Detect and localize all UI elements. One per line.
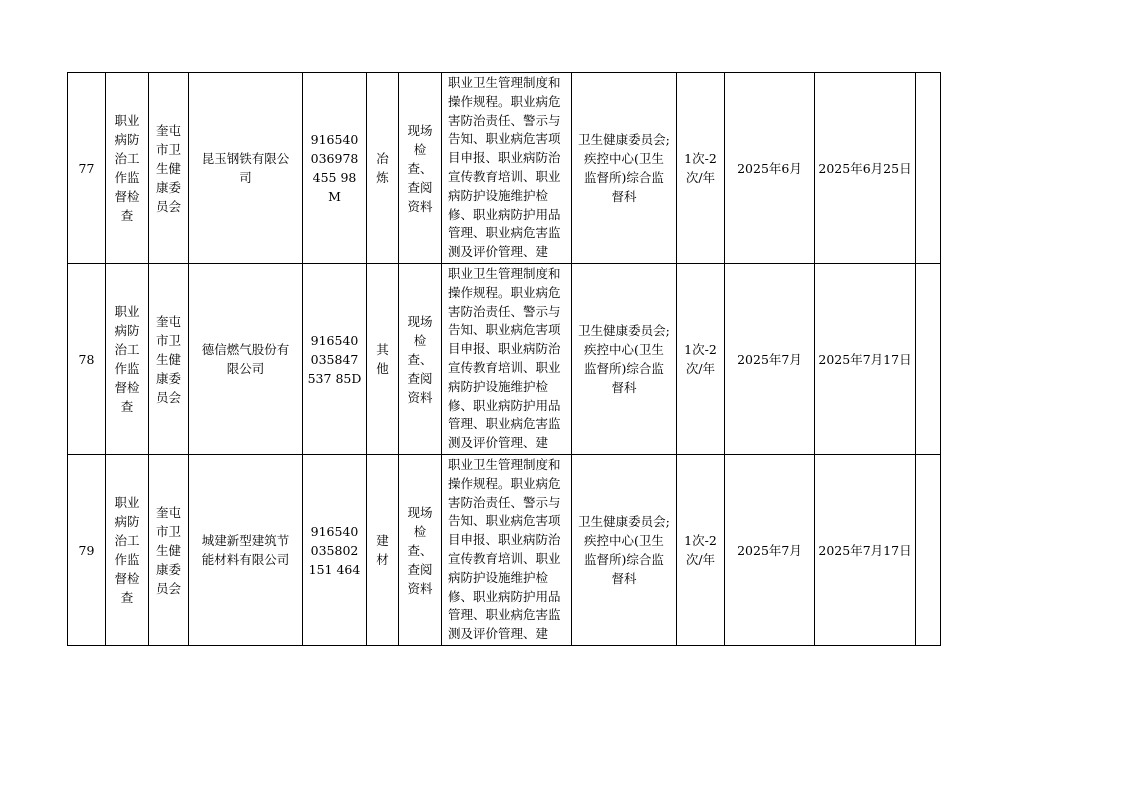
task-name: 职业病防治工作监督检查 [114, 304, 140, 414]
industry: 建材 [376, 533, 389, 567]
table-row [68, 264, 941, 455]
company-name: 昆玉钢铁有限公司 [201, 151, 290, 185]
agency-cell [149, 455, 189, 646]
content-cell [442, 264, 572, 455]
frequency: 1次-2次/年 [684, 342, 717, 376]
plan-month-cell [725, 264, 815, 455]
agency-name: 奎屯市卫生健康委员会 [156, 122, 182, 214]
inspection-table [67, 72, 941, 646]
industry: 其他 [376, 342, 389, 376]
frequency-cell [677, 73, 725, 264]
row-number: 77 [78, 160, 95, 176]
inspection-method: 现场检查、查阅资料 [407, 122, 433, 214]
date-cell [815, 264, 916, 455]
department: 卫生健康委员会;疾控中心(卫生监督所)综合监督科 [578, 323, 670, 395]
industry-cell [367, 73, 399, 264]
method-cell [399, 264, 442, 455]
date-cell [815, 455, 916, 646]
agency-name: 奎屯市卫生健康委员会 [156, 313, 182, 405]
frequency-cell [677, 264, 725, 455]
credit-code-cell [303, 264, 367, 455]
inspection-date: 2025年7月17日 [818, 542, 912, 558]
inspection-method: 现场检查、查阅资料 [407, 504, 433, 596]
note-cell [916, 264, 941, 455]
credit-code: 916540036978455 98M [310, 132, 359, 204]
inspection-method: 现场检查、查阅资料 [407, 313, 433, 405]
plan-month: 2025年7月 [737, 542, 802, 558]
company-cell [189, 455, 303, 646]
credit-code-cell [303, 73, 367, 264]
credit-code: 916540035847537 85D [307, 332, 362, 386]
department-cell [572, 455, 677, 646]
note-cell [916, 73, 941, 264]
task-name: 职业病防治工作监督检查 [114, 113, 140, 223]
frequency: 1次-2次/年 [684, 151, 717, 185]
task-cell [106, 264, 149, 455]
table-row [68, 73, 941, 264]
method-cell [399, 455, 442, 646]
credit-code-cell [303, 455, 367, 646]
department: 卫生健康委员会;疾控中心(卫生监督所)综合监督科 [578, 132, 670, 204]
agency-cell [149, 73, 189, 264]
industry-cell [367, 455, 399, 646]
method-cell [399, 73, 442, 264]
row-number: 79 [78, 542, 95, 558]
inspection-content: 职业卫生管理制度和操作规程。职业病危害防治责任、警示与告知、职业病危害项目申报、职业病防治宣传教育培训、职业病防护设施维护检修、职业病防护用品管理、职业病危害监测及评价管理、建 [448, 457, 561, 642]
row-number: 78 [78, 351, 95, 367]
task-cell [106, 455, 149, 646]
department-cell [572, 264, 677, 455]
content-cell [442, 455, 572, 646]
plan-month: 2025年6月 [737, 160, 802, 176]
industry-cell [367, 264, 399, 455]
department: 卫生健康委员会;疾控中心(卫生监督所)综合监督科 [578, 514, 670, 586]
company-name: 德信燃气股份有限公司 [201, 342, 290, 376]
agency-cell [149, 264, 189, 455]
row-number-cell [68, 455, 106, 646]
plan-month: 2025年7月 [737, 351, 802, 367]
agency-name: 奎屯市卫生健康委员会 [156, 504, 182, 596]
inspection-date: 2025年7月17日 [818, 351, 912, 367]
content-cell [442, 73, 572, 264]
task-name: 职业病防治工作监督检查 [114, 495, 140, 605]
company-cell [189, 73, 303, 264]
inspection-date: 2025年6月25日 [818, 160, 912, 176]
inspection-content: 职业卫生管理制度和操作规程。职业病危害防治责任、警示与告知、职业病危害项目申报、职业病防治宣传教育培训、职业病防护设施维护检修、职业病防护用品管理、职业病危害监测及评价管理、建 [448, 266, 561, 451]
company-name: 城建新型建筑节能材料有限公司 [201, 533, 290, 567]
plan-month-cell [725, 455, 815, 646]
row-number-cell [68, 264, 106, 455]
credit-code: 916540035802151 464 [308, 523, 361, 577]
date-cell [815, 73, 916, 264]
note-cell [916, 455, 941, 646]
plan-month-cell [725, 73, 815, 264]
table-row [68, 455, 941, 646]
task-cell [106, 73, 149, 264]
department-cell [572, 73, 677, 264]
industry: 冶炼 [376, 151, 389, 185]
company-cell [189, 264, 303, 455]
row-number-cell [68, 73, 106, 264]
frequency-cell [677, 455, 725, 646]
inspection-content: 职业卫生管理制度和操作规程。职业病危害防治责任、警示与告知、职业病危害项目申报、职业病防治宣传教育培训、职业病防护设施维护检修、职业病防护用品管理、职业病危害监测及评价管理、建 [448, 75, 561, 260]
frequency: 1次-2次/年 [684, 533, 717, 567]
